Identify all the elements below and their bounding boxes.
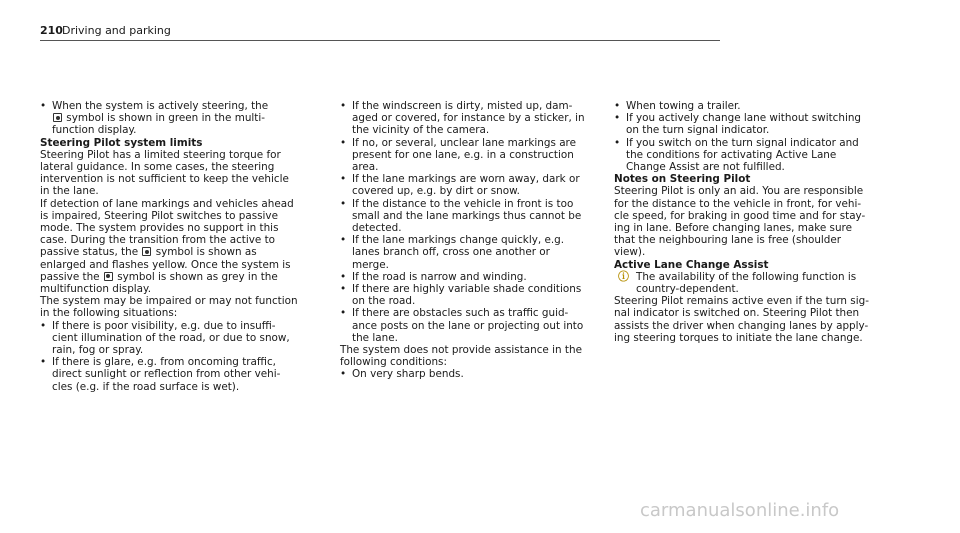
- bullet-item: [40, 356, 305, 393]
- bullet-icon: •: [614, 112, 621, 125]
- text-line: present for one lane, e.g. in a construction: [352, 148, 574, 161]
- steering-pilot-icon: [142, 247, 151, 256]
- bullet-icon: •: [340, 368, 347, 381]
- text-line: Steering Pilot has a limited steering torque for: [40, 148, 281, 161]
- text-line: on the road.: [352, 295, 416, 308]
- text-line: If the road is narrow and winding.: [352, 270, 527, 283]
- bullet-item: [340, 271, 605, 283]
- text-line: On very sharp bends.: [352, 368, 464, 381]
- text-line: If the lane markings change quickly, e.g.: [352, 234, 565, 247]
- bullet-item: [40, 320, 305, 357]
- text-line: that the neighbouring lane is free (shoulder: [614, 234, 842, 247]
- text-line: nal indicator is switched on. Steering Pilot then: [614, 307, 860, 320]
- page-number: 210: [40, 24, 63, 37]
- text-line: the conditions for activating Active Lane: [626, 148, 837, 161]
- text-line: [40, 271, 305, 283]
- paragraph: [614, 185, 879, 258]
- bullet-icon: •: [340, 173, 347, 186]
- text-line: cles (e.g. if the road surface is wet).: [52, 380, 240, 393]
- text-line: ing steering torques to initiate the lane change.: [614, 331, 863, 344]
- text-line: If there is poor visibility, e.g. due to insuffi-: [52, 319, 276, 332]
- text-line: ing in lane. Before changing lanes, make sure: [614, 222, 852, 235]
- text-line: assists the driver when changing lanes by apply-: [614, 319, 869, 332]
- paragraph: [40, 198, 305, 296]
- text-line: [52, 100, 305, 112]
- text-line: on the turn signal indicator.: [626, 124, 770, 137]
- text-line: the lane.: [352, 331, 398, 344]
- text-line: If the distance to the vehicle in front is too: [352, 197, 574, 210]
- bullet-item: [40, 100, 305, 137]
- column-2: [340, 100, 605, 381]
- text-line: If there are highly variable shade conditions: [352, 283, 582, 296]
- text-line: Steering Pilot is only an aid. You are responsible: [614, 185, 864, 198]
- bullet-item: [340, 100, 605, 137]
- bullet-icon: •: [340, 197, 347, 210]
- paragraph: [40, 295, 305, 319]
- text-line: in the lane.: [40, 185, 99, 198]
- bullet-item: [340, 283, 605, 307]
- bullet-icon: •: [340, 307, 347, 320]
- text-line: The system does not provide assistance in the: [340, 344, 582, 357]
- bullet-icon: •: [340, 270, 347, 283]
- bullet-item: [614, 112, 879, 136]
- text-line: [40, 234, 305, 246]
- bullet-icon: •: [40, 100, 47, 112]
- bullet-icon: •: [340, 234, 347, 247]
- text-run: case. During the transition from the active to: [40, 234, 276, 247]
- text-line: cle speed, for braking in good time and for stay-: [614, 209, 866, 222]
- column-1: [40, 100, 305, 393]
- chapter-title: Driving and parking: [62, 24, 171, 37]
- steering-pilot-icon: [104, 272, 113, 281]
- text-line: lateral guidance. In some cases, the steering: [40, 161, 275, 174]
- text-run: function display.: [52, 124, 137, 137]
- text-run: When the system is actively steering, the: [52, 100, 269, 112]
- text-line: country-dependent.: [636, 283, 739, 296]
- text-line: cient illumination of the road, or due to snow,: [52, 331, 290, 344]
- text-line: If there is glare, e.g. from oncoming traffic,: [52, 356, 276, 369]
- text-line: [40, 246, 305, 258]
- note-block: [614, 271, 879, 295]
- text-run: symbol is shown as: [152, 246, 257, 259]
- paragraph: [40, 149, 305, 198]
- text-run: mode. The system provides no support in this: [40, 222, 279, 235]
- text-line: The system may be impaired or may not function: [40, 295, 298, 308]
- text-run: multifunction display.: [40, 283, 152, 296]
- text-line: [40, 283, 305, 295]
- text-line: for the distance to the vehicle in front, for vehi-: [614, 197, 862, 210]
- text-line: [52, 112, 305, 124]
- bullet-icon: •: [40, 356, 47, 369]
- text-line: [40, 259, 305, 271]
- text-line: direct sunlight or reflection from other vehi-: [52, 368, 281, 381]
- text-line: When towing a trailer.: [626, 100, 741, 112]
- paragraph: [340, 344, 605, 368]
- text-run: enlarged and flashes yellow. Once the system is: [40, 258, 291, 271]
- bullet-item: [614, 137, 879, 174]
- section-heading: Notes on Steering Pilot: [614, 173, 751, 186]
- bullet-icon: •: [340, 283, 347, 296]
- text-line: in the following situations:: [40, 307, 178, 320]
- text-line: Steering Pilot remains active even if the turn sig-: [614, 295, 869, 308]
- section-heading: Steering Pilot system limits: [40, 136, 203, 149]
- text-line: small and the lane markings thus cannot be: [352, 209, 582, 222]
- text-line: rain, fog or spray.: [52, 344, 144, 357]
- text-line: [40, 222, 305, 234]
- bullet-item: [340, 137, 605, 174]
- bullet-icon: •: [614, 136, 621, 149]
- text-line: the vicinity of the camera.: [352, 124, 490, 137]
- text-run: is impaired, Steering Pilot switches to passive: [40, 209, 278, 222]
- text-line: area.: [352, 161, 379, 174]
- steering-pilot-icon: [53, 113, 62, 122]
- text-run: If detection of lane markings and vehicles ahead: [40, 197, 294, 210]
- text-line: lanes branch off, cross one another or: [352, 246, 550, 259]
- watermark: carmanualsonline.info: [640, 500, 840, 521]
- text-run: symbol is shown in green in the multi-: [63, 112, 265, 125]
- bullet-item: [340, 173, 605, 197]
- text-line: following conditions:: [340, 356, 447, 369]
- note-icon: ⓘ: [618, 269, 629, 283]
- text-line: If there are obstacles such as traffic guid-: [352, 307, 569, 320]
- text-line: merge.: [352, 258, 389, 271]
- text-line: Change Assist are not fulfilled.: [626, 161, 785, 174]
- bullet-item: [340, 307, 605, 344]
- text-run: passive the: [40, 270, 103, 283]
- page-header: [40, 20, 720, 42]
- bullet-item: [340, 234, 605, 271]
- bullet-icon: •: [40, 319, 47, 332]
- paragraph: [614, 295, 879, 344]
- text-line: detected.: [352, 222, 402, 235]
- column-3: [614, 100, 879, 344]
- text-line: If no, or several, unclear lane markings are: [352, 136, 576, 149]
- bullet-item: [614, 100, 879, 112]
- text-run: symbol is shown as grey in the: [113, 270, 278, 283]
- text-line: view).: [614, 246, 646, 259]
- text-line: If you actively change lane without switching: [626, 112, 862, 125]
- bullet-icon: •: [340, 100, 347, 112]
- bullet-icon: •: [614, 100, 621, 112]
- text-line: If you switch on the turn signal indicator and: [626, 136, 859, 149]
- text-line: If the windscreen is dirty, misted up, dam-: [352, 100, 573, 112]
- bullet-item: [340, 368, 605, 380]
- text-run: passive status, the: [40, 246, 142, 259]
- section-heading: Active Lane Change Assist: [614, 258, 769, 271]
- text-line: If the lane markings are worn away, dark or: [352, 173, 580, 186]
- bullet-icon: •: [340, 136, 347, 149]
- text-line: covered up, e.g. by dirt or snow.: [352, 185, 520, 198]
- text-line: The availability of the following function is: [636, 270, 857, 283]
- text-line: aged or covered, for instance by a sticker, in: [352, 112, 585, 125]
- text-line: [40, 210, 305, 222]
- text-line: [40, 198, 305, 210]
- text-line: [52, 124, 305, 136]
- header-rule: [40, 40, 720, 41]
- bullet-item: [340, 198, 605, 235]
- text-line: ance posts on the lane or projecting out into: [352, 319, 584, 332]
- text-line: intervention is not sufficient to keep the vehicle: [40, 173, 289, 186]
